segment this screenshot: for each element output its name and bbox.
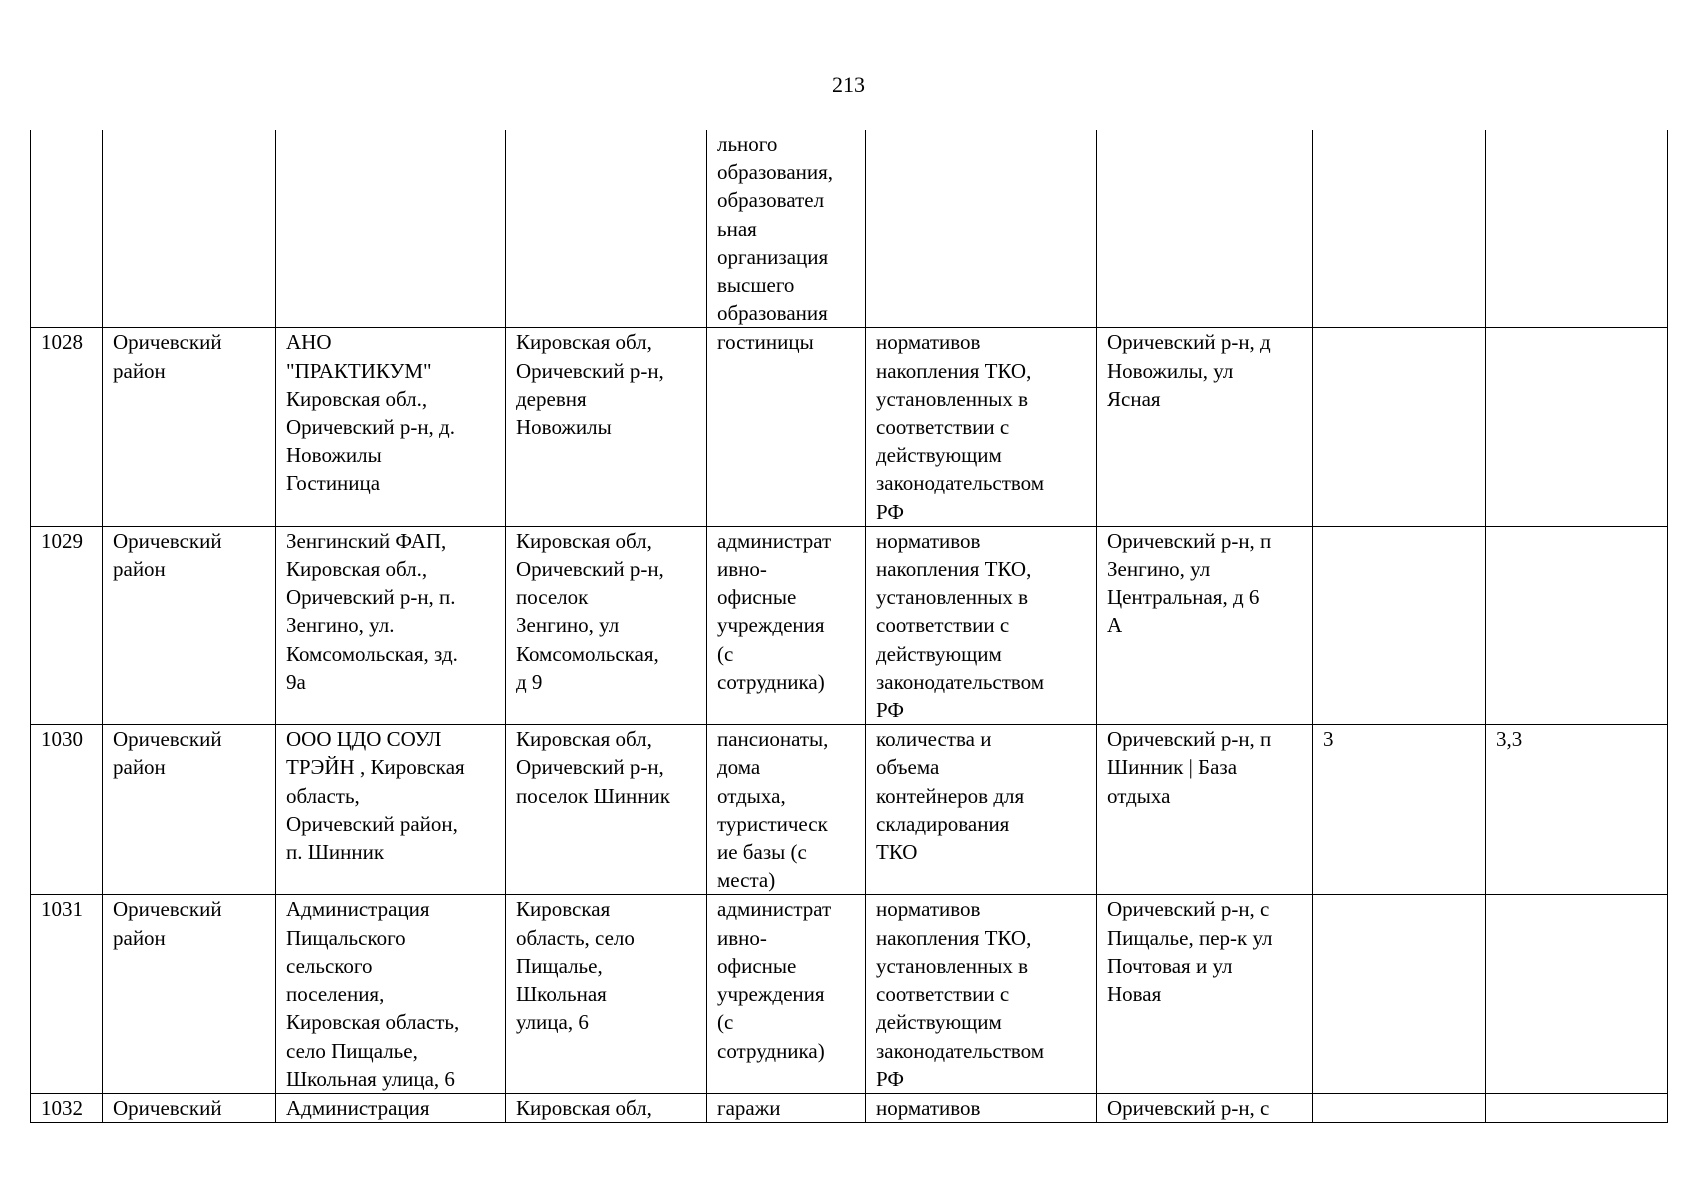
value2-cell	[1486, 1093, 1668, 1122]
district-cell	[103, 130, 276, 328]
category-cell: администрат ивно- офисные учреждения (с сотрудника)	[707, 895, 866, 1093]
row-number-cell: 1032	[31, 1093, 103, 1122]
district-cell: Оричевский	[103, 1093, 276, 1122]
category-cell: льного образования, образовател ьная организация высшего образования	[707, 130, 866, 328]
value2-cell	[1486, 130, 1668, 328]
value2-cell: 3,3	[1486, 725, 1668, 895]
row-number-cell: 1031	[31, 895, 103, 1093]
value1-cell	[1313, 526, 1486, 724]
site-cell	[1097, 130, 1313, 328]
table-row	[31, 725, 1668, 895]
table-row	[31, 328, 1668, 526]
row-number-cell: 1028	[31, 328, 103, 526]
location-cell: Кировская обл, Оричевский р-н, поселок Шинник	[506, 725, 707, 895]
value1-cell	[1313, 130, 1486, 328]
district-cell: Оричевский район	[103, 895, 276, 1093]
category-cell: гостиницы	[707, 328, 866, 526]
value2-cell	[1486, 526, 1668, 724]
method-cell: нормативов накопления ТКО, установленных в соответствии с действующим законодательством РФ	[866, 328, 1097, 526]
site-cell: Оричевский р-н, с Пищалье, пер-к ул Почтовая и ул Новая	[1097, 895, 1313, 1093]
method-cell: нормативов	[866, 1093, 1097, 1122]
method-cell: нормативов накопления ТКО, установленных в соответствии с действующим законодательством РФ	[866, 895, 1097, 1093]
location-cell: Кировская обл, Оричевский р-н, поселок Зенгино, ул Комсомольская, д 9	[506, 526, 707, 724]
value1-cell: 3	[1313, 725, 1486, 895]
row-number-cell: 1030	[31, 725, 103, 895]
district-cell: Оричевский район	[103, 526, 276, 724]
table-row	[31, 1093, 1668, 1122]
value1-cell	[1313, 1093, 1486, 1122]
category-cell: администрат ивно- офисные учреждения (с сотрудника)	[707, 526, 866, 724]
organization-cell: Зенгинский ФАП, Кировская обл., Оричевский р-н, п. Зенгино, ул. Комсомольская, зд. 9а	[276, 526, 506, 724]
location-cell: Кировская обл,	[506, 1093, 707, 1122]
method-cell: нормативов накопления ТКО, установленных в соответствии с действующим законодательством РФ	[866, 526, 1097, 724]
district-cell: Оричевский район	[103, 725, 276, 895]
method-cell	[866, 130, 1097, 328]
value2-cell	[1486, 895, 1668, 1093]
organization-cell: Администрация Пищальского сельского поселения, Кировская область, село Пищалье, Школьная улица, 6	[276, 895, 506, 1093]
category-cell: гаражи	[707, 1093, 866, 1122]
row-number-cell: 1029	[31, 526, 103, 724]
organization-cell: ООО ЦДО СОУЛ ТРЭЙН , Кировская область, Оричевский район, п. Шинник	[276, 725, 506, 895]
site-cell: Оричевский р-н, п Зенгино, ул Центральная, д 6 А	[1097, 526, 1313, 724]
site-cell: Оричевский р-н, п Шинник | База отдыха	[1097, 725, 1313, 895]
value1-cell	[1313, 328, 1486, 526]
organization-cell: АНО "ПРАКТИКУМ" Кировская обл., Оричевский р-н, д. Новожилы Гостиница	[276, 328, 506, 526]
category-cell: пансионаты, дома отдыха, туристическ ие базы (с места)	[707, 725, 866, 895]
location-cell	[506, 130, 707, 328]
value2-cell	[1486, 328, 1668, 526]
organization-cell	[276, 130, 506, 328]
district-cell: Оричевский район	[103, 328, 276, 526]
location-cell: Кировская область, село Пищалье, Школьная улица, 6	[506, 895, 707, 1093]
table-row	[31, 130, 1668, 328]
table-row	[31, 895, 1668, 1093]
row-number-cell	[31, 130, 103, 328]
organization-cell: Администрация	[276, 1093, 506, 1122]
site-cell: Оричевский р-н, д Новожилы, ул Ясная	[1097, 328, 1313, 526]
method-cell: количества и объема контейнеров для складирования ТКО	[866, 725, 1097, 895]
site-cell: Оричевский р-н, с	[1097, 1093, 1313, 1122]
registry-table	[30, 130, 1668, 1123]
page-number: 213	[832, 72, 865, 97]
location-cell: Кировская обл, Оричевский р-н, деревня Новожилы	[506, 328, 707, 526]
value1-cell	[1313, 895, 1486, 1093]
table-row	[31, 526, 1668, 724]
